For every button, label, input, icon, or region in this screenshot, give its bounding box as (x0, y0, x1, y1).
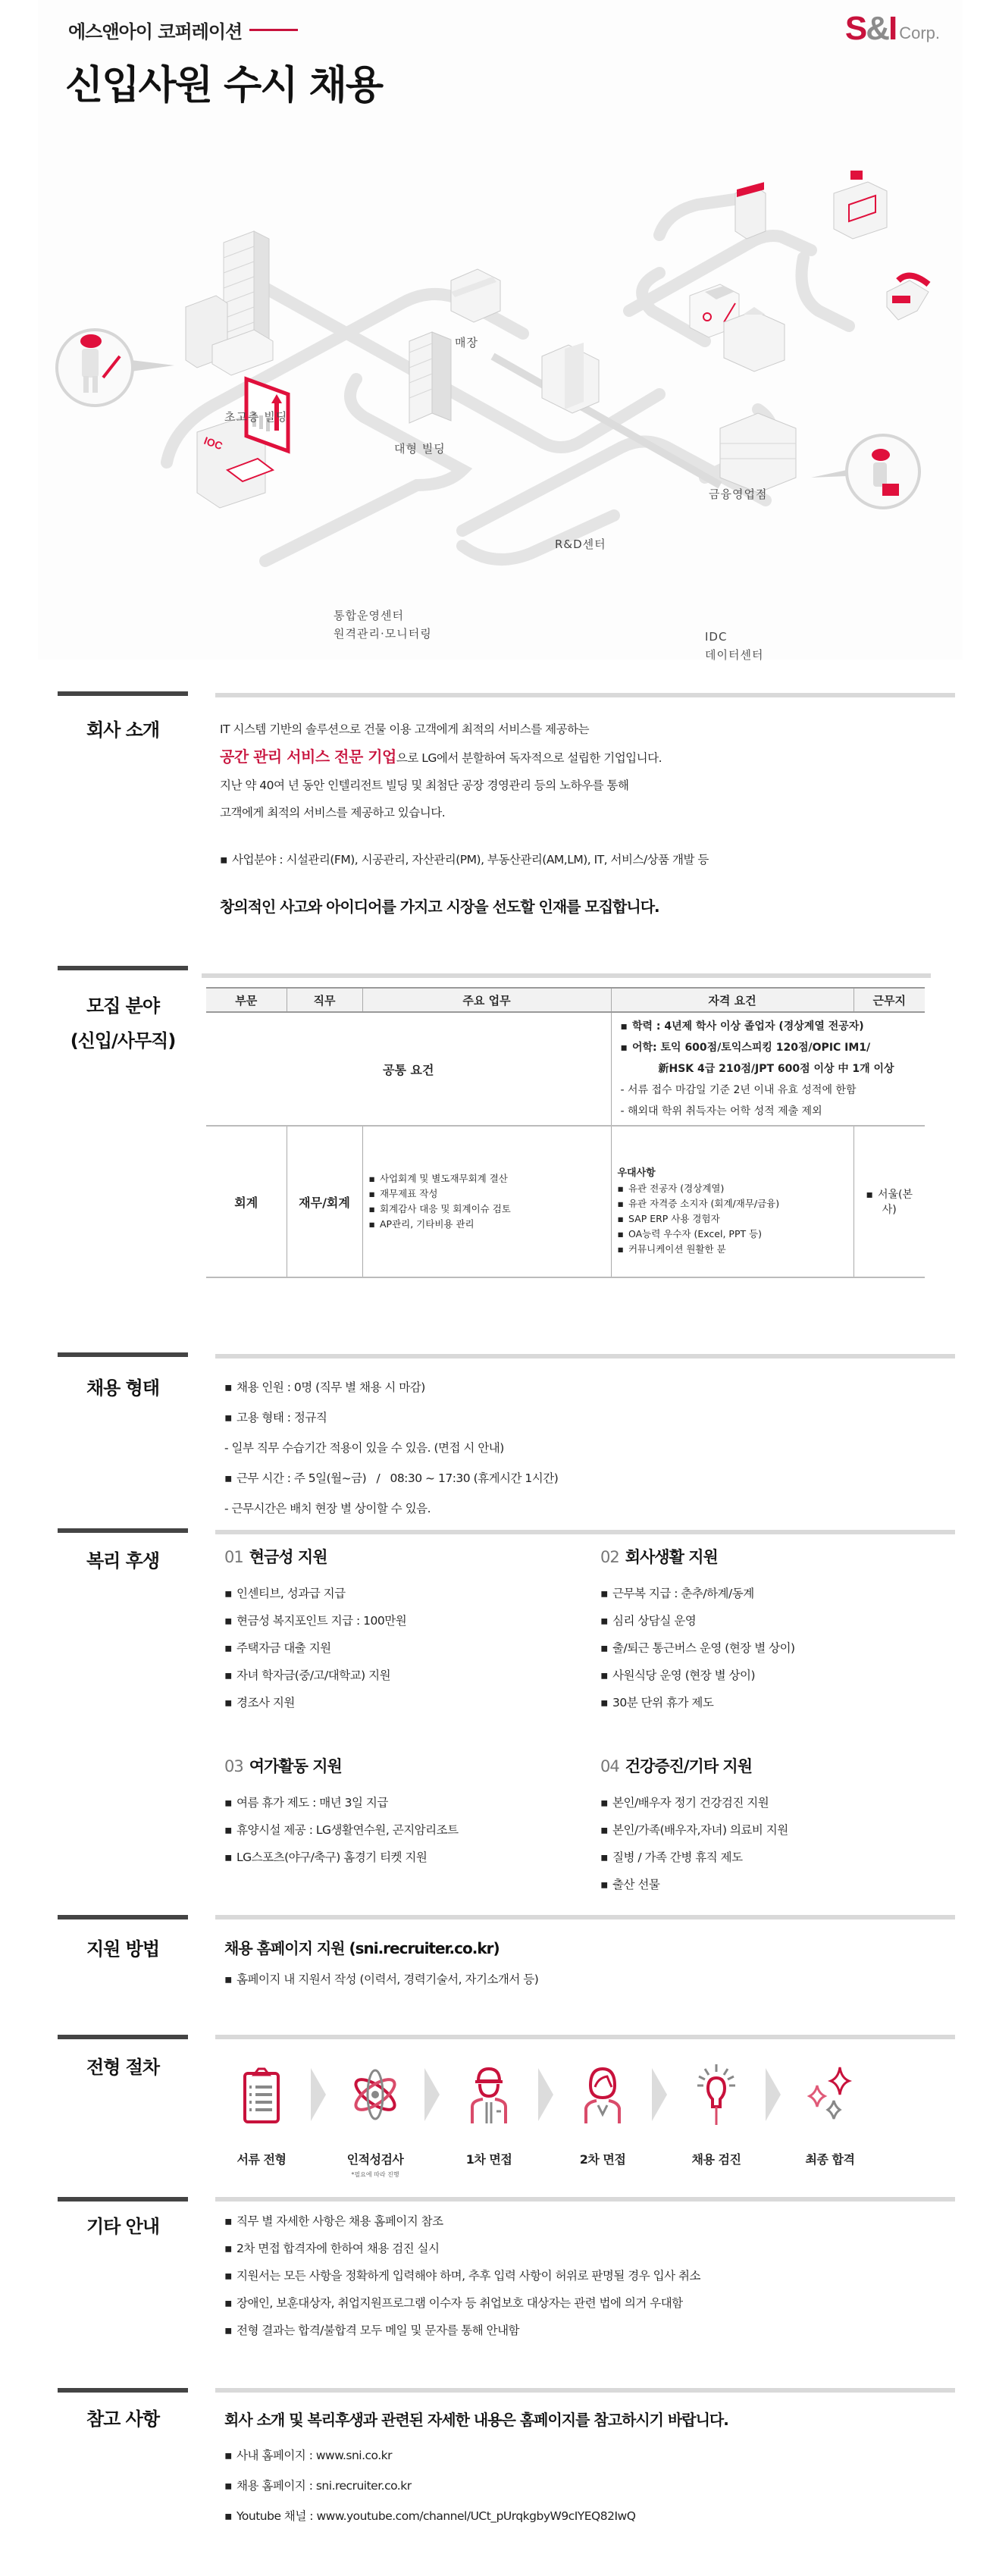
map-label-large-building: 대형 빌딩 (394, 442, 446, 456)
link-company-homepage: ▪ 사내 홈페이지 : www.sni.co.kr (224, 2440, 952, 2471)
section-title: 회사 소개 (86, 719, 160, 741)
benefit-group-worklife: 02 회사생활 지원 ▪ 근무복 지급 : 춘추/하계/동계 ▪ 심리 상담실 운영 ▪ 출/퇴근 통근버스 운영 (현장 별 상이) ▪ 사원식당 운영 (현장 별 상이) ▪ 30분 단위 휴가 제도 (600, 1545, 949, 1716)
youtube-channel-link[interactable]: www.youtube.com/channel/UCt_pUrqkgbyW9cIYEQ82IwQ (316, 2509, 636, 2523)
page-title: 신입사원 수시 채용 (65, 63, 383, 108)
section-bar-right (215, 2035, 955, 2039)
section-bar-left (58, 1528, 188, 1533)
sni-logo (845, 12, 940, 45)
benefit-group-leisure: 03 여가활동 지원 ▪ 여름 휴가 제도 : 매년 3일 지급 ▪ 휴양시설 제공 : LG생활연수원, 곤지암리조트 ▪ LG스포츠(야구/축구) 홈경기 티켓 지원 (224, 1754, 573, 1871)
location-cell: ▪ 서울(본사) (853, 1126, 925, 1277)
common-requirements-label: 공통 요건 (206, 1012, 611, 1126)
col-header-division: 부문 (206, 988, 287, 1012)
company-name-line (68, 17, 298, 43)
section-bar-right (202, 973, 931, 978)
apply-body: 채용 홈페이지 지원 (sni.recruiter.co.kr) ▪ 홈페이지 내 지원서 작성 (이력서, 경력기술서, 자기소개서 등) (224, 1936, 952, 1993)
division-cell: 회계 (206, 1126, 287, 1277)
col-header-location: 근무지 (853, 988, 925, 1012)
link-youtube-channel: ▪ Youtube 채널 : www.youtube.com/channel/UCt_pUrqkgbyW9cIYEQ82IwQ (224, 2501, 952, 2531)
section-bar-left (58, 966, 188, 970)
col-header-duties: 주요 업무 (362, 988, 611, 1012)
company-homepage-link[interactable]: www.sni.co.kr (315, 2449, 393, 2462)
atom-icon (345, 2060, 406, 2129)
section-bar-left (58, 1915, 188, 1919)
apply-headline: 채용 홈페이지 지원 (sni.recruiter.co.kr) (224, 1939, 500, 1957)
process-step-medical: 채용 검진 (679, 2060, 753, 2167)
sparkle-icon (800, 2060, 860, 2129)
section-bar-right (215, 1354, 955, 1359)
table-row (206, 1126, 925, 1277)
company-name: 에스앤아이 코퍼레이션 (68, 21, 243, 42)
chevron-right-icon (640, 2060, 679, 2129)
benefit-group-health: 04 건강증진/기타 지원 ▪ 본인/배우자 정기 건강검진 지원 ▪ 본인/가족(배우자,자녀) 의료비 지원 ▪ 질병 / 가족 간병 휴직 제도 ▪ 출산 선물 (600, 1754, 949, 1898)
process-step-interview-1: 1차 면접 (452, 2060, 526, 2167)
chevron-right-icon (412, 2060, 452, 2129)
service-map-illustration (38, 152, 963, 660)
section-bar-left (58, 2388, 188, 2393)
section-bar-right (215, 1530, 955, 1534)
intro-body: IT 시스템 기반의 솔루션으로 건물 이용 고객에게 최적의 서비스를 제공하는 공간 관리 서비스 전문 기업으로 LG에서 분할하여 독자적으로 설립한 기업입니다. 지난 약 40여 년 동안 인텔리전트 빌딩 및 최첨단 공장 경영관리 등의 노하우를 통해 고객에게 최적의 서비스를 제공하고 있습니다. ▪ 사업분야 : 시설관리(FM), 시공관리, 자산관리(PM), 부동산관리(AM,LM), IT, 서비스/상품 개발 등 창의적인 사고와 아이디어를 가지고 시장을 선도할 인재를 모집합니다. (220, 716, 947, 917)
duties-cell: ▪ 사업회계 및 별도재무회계 결산 ▪ 재무제표 작성 ▪ 회계감사 대응 및 회계이슈 검토 ▪ AP관리, 기타비용 관리 (362, 1126, 611, 1277)
isometric-city-map (38, 152, 963, 660)
section-bar-right (215, 2197, 955, 2202)
map-label-finance-branch: 금융영업점 (709, 487, 768, 501)
business-areas: ▪ 사업분야 : 시설관리(FM), 시공관리, 자산관리(PM), 부동산관리(AM,LM), IT, 서비스/상품 개발 등 (220, 846, 947, 873)
section-title: 복리 후생 (86, 1550, 160, 1572)
process-step-interview-2: 2차 면접 (565, 2060, 640, 2167)
aptitude-note: *필요에 따라 진행 (351, 2171, 399, 2178)
section-title: 전형 절차 (86, 2057, 160, 2078)
logo-mark: S&I (844, 10, 897, 47)
map-label-rnd-center: R&D센터 (555, 537, 606, 551)
recruit-homepage-link[interactable]: sni.recruiter.co.kr (315, 2479, 412, 2493)
section-title: 채용 형태 (86, 1377, 160, 1399)
process-steps (224, 2060, 867, 2179)
map-label-skyscraper: 초고층 빌딩 (224, 410, 288, 424)
chevron-right-icon (753, 2060, 793, 2129)
section-title: 참고 사항 (86, 2408, 160, 2430)
benefit-group-cash: 01 현금성 지원 ▪ 인센티브, 성과급 지급 ▪ 현금성 복지포인트 지급 : 100만원 ▪ 주택자금 대출 지원 ▪ 자녀 학자금(중/고/대학교) 지원 ▪ 경조사 지원 (224, 1545, 573, 1716)
section-bar-right (215, 693, 955, 697)
employment-body: ▪ 채용 인원 : 0명 (직무 별 채용 시 마감) ▪ 고용 형태 : 정규직 - 일부 직무 수습기간 적용이 있을 수 있음. (면접 시 안내) ▪ 근무 시간 : 주 5일(월~금) / 08:30 ~ 17:30 (휴게시간 1시간) - 근무시간은 배치 현장 별 상이할 수 있음. (224, 1372, 952, 1524)
section-title: 기타 안내 (86, 2216, 160, 2237)
col-header-job: 직무 (287, 988, 362, 1012)
chevron-right-icon (299, 2060, 338, 2129)
lightbulb-icon (686, 2060, 747, 2129)
section-title: 지원 방법 (86, 1938, 160, 1960)
intro-slogan: 창의적인 사고와 아이디어를 가지고 시장을 선도할 인재를 모집합니다. (220, 898, 659, 916)
common-requirements: ▪ 학력 : 4년제 학사 이상 졸업자 (경상계열 전공자) ▪ 어학: 토익 600점/토익스피킹 120점/OPIC IM1/ 新HSK 4급 210점/JPT 600점 이상 中 1개 이상 - 서류 접수 마감일 기준 2년 이내 유효 성적에 한함 - 해외대 학위 취득자는 어학 성적 제출 제외 (611, 1012, 925, 1126)
other-info-body: ▪ 직무 별 자세한 사항은 채용 홈페이지 참조 ▪ 2차 면접 합격자에 한하여 채용 검진 실시 ▪ 지원서는 모든 사항을 정확하게 입력해야 하며, 추후 입력 사항이 허위로 판명될 경우 입사 취소 ▪ 장애인, 보훈대상자, 취업지원프로그램 이수자 등 취업보호 대상자는 관련 법에 의거 우대함 ▪ 전형 결과는 합격/불합격 모두 메일 및 문자를 통해 안내함 (224, 2208, 952, 2344)
process-step-final: 최종 합격 (793, 2060, 867, 2167)
woman-icon (572, 2060, 633, 2129)
section-bar-right (215, 2388, 955, 2393)
section-title: 모집 분야 (신입/사무직) (70, 995, 176, 1051)
section-bar-right (215, 1915, 955, 1919)
reference-headline: 회사 소개 및 복리후생과 관련된 자세한 내용은 홈페이지를 참고하시기 바랍니다. (224, 2411, 728, 2429)
reference-body (224, 2408, 952, 2531)
col-header-requirements: 자격 요건 (611, 988, 853, 1012)
intro-highlight: 공간 관리 서비스 전문 기업 (220, 747, 396, 766)
chevron-right-icon (526, 2060, 565, 2129)
section-bar-left (58, 2197, 188, 2202)
process-step-documents: 서류 전형 (224, 2060, 299, 2167)
svg-text:IOC: IOC (202, 434, 224, 453)
logo-corp-text: Corp. (899, 24, 940, 42)
map-label-store: 매장 (455, 336, 478, 349)
clipboard-icon (231, 2060, 292, 2129)
job-cell: 재무/회계 (287, 1126, 362, 1277)
positions-table (206, 987, 925, 1278)
worker-icon (459, 2060, 519, 2129)
red-rule-divider (249, 29, 298, 31)
header (38, 0, 963, 152)
map-label-ioc: 통합운영센터 원격관리·모니터링 (334, 609, 432, 641)
section-bar-left (58, 1352, 188, 1357)
section-bar-left (58, 691, 188, 696)
link-recruit-homepage: ▪ 채용 홈페이지 : sni.recruiter.co.kr (224, 2471, 952, 2501)
section-bar-left (58, 2035, 188, 2039)
table-row-common (206, 1012, 925, 1126)
process-step-aptitude: 인적성검사 *필요에 따라 진행 (338, 2060, 412, 2179)
preferred-cell: 우대사항 ▪ 유관 전공자 (경상계열) ▪ 유관 자격증 소지자 (회계/재무/금융) ▪ SAP ERP 사용 경험자 ▪ OA능력 우수자 (Excel, PPT 등) ▪ 커뮤니케이션 원활한 분 (611, 1126, 853, 1277)
map-label-idc: IDC 데이터센터 (705, 630, 764, 662)
